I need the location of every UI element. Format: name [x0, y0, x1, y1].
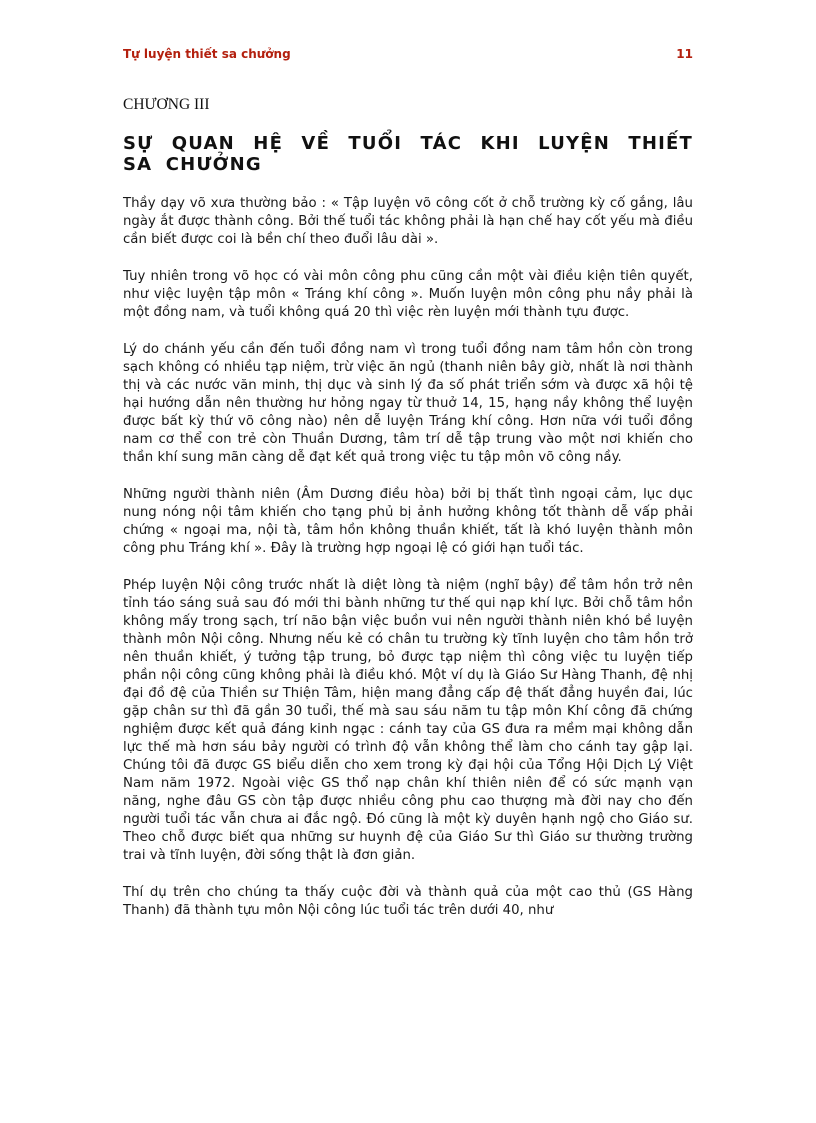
paragraph-1: Thầy dạy võ xưa thường bảo : « Tập luyện võ công cốt ở chỗ trường kỳ cố gắng, lâu ngày ắt được thành công. Bởi thế tuổi tác không phải là hạn chế hay cốt yếu mà điều cần biết được coi là bền chí theo đuổi lâu dài ». — [123, 196, 693, 247]
paragraph-4: Những người thành niên (Âm Dương điều hòa) bởi bị thất tình ngoại cảm, lục dục nung nóng nội tâm khiến cho tạng phủ bị ảnh hưởng không tốt thành dễ vấp phải chứng « ngoại ma, nội tà, tâm hồn không thuần khiết, tất là khó luyện thành môn công phu Tráng khí ». Đây là trường hợp ngoại lệ có giới hạn tuổi tác. — [123, 487, 693, 556]
header-title: Tự luyện thiết sa chưởng — [123, 47, 291, 61]
paragraph-2: Tuy nhiên trong võ học có vài môn công phu cũng cần một vài điều kiện tiên quyết, như việc luyện tập môn « Tráng khí công ». Muốn luyện môn công phu nầy phải là một đồng nam, và tuổi không quá 20 thì việc rèn luyện mới thành tựu được. — [123, 269, 693, 320]
paragraph-5: Phép luyện Nội công trước nhất là diệt lòng tà niệm (nghĩ bậy) để tâm hồn trở nên tỉnh táo sáng suả sau đó mới thi bành những tư thế qui nạp khí lực. Bởi chỗ tâm hồn không mấy trong sạch, trí não bận việc buồn vui nên người thành niên khó bề luyện thành môn Nội công. Nhưng nếu kẻ có chân tu trường kỳ tĩnh luyện cho tâm hồn trở nên thuần khiết, ý tưởng tập trung, bỏ được tạp niệm thì công việc tu luyện tiếp phần nội công cũng không phải là điều khó. Một ví dụ là Giáo Sư Hàng Thanh, đệ nhị đại đồ đệ của Thiền sư Thiện Tâm, hiện mang đẳng cấp đệ thất đẳng huyền đai, lúc gặp chân sư thì đã gần 30 tuổi, thế mà sau sáu năm tu tập môn Khí công đã chứng nghiệm được kết quả đáng kinh ngạc : cánh tay của GS đưa ra mềm mại không dẫn lực thế mà hơn sáu bảy người có trình độ vẫn không thể làm cho cánh tay gập lại. Chúng tôi đã được GS biểu diễn cho xem trong kỳ đại hội của Tổng Hội Dịch Lý Việt Nam năm 1972. Ngoài việc GS thổ nạp chân khí thiên niên để có sức mạnh vạn năng, nghe đâu GS còn tập được nhiều công phu cao thượng mà đời nay cho đến người tuổi tác vẫn chưa ai đắc ngộ. Đó cũng là một kỳ duyên hạnh ngộ cho Giáo sư. Theo chỗ được biết qua những sư huynh đệ của Giáo Sư thì Giáo sư thường trường trai và tĩnh luyện, đời sống thật là đơn giản. — [123, 578, 693, 863]
paragraph-6: Thí dụ trên cho chúng ta thấy cuộc đời và thành quả của một cao thủ (GS Hàng Thanh) đã thành tựu môn Nội công lúc tuổi tác trên dưới 40, như — [123, 885, 693, 918]
page-number: 11 — [676, 47, 693, 61]
body-text — [123, 195, 693, 939]
chapter-heading: SỰ QUAN HỆ VỀ TUỔI TÁC KHI LUYỆN THIẾT SA CHƯỞNG — [123, 133, 693, 175]
paragraph-3: Lý do chánh yếu cần đến tuổi đồng nam vì trong tuổi đồng nam tâm hồn còn trong sạch không có nhiều tạp niệm, trừ việc ăn ngủ (thanh niên bây giờ, nhất là nơi thành thị và các nước văn minh, thị dục và sinh lý đa số phát triển sớm và được xã hội tệ hại hướng dẫn nên thường hư hỏng ngay từ thuở 14, 15, hạng nầy không thể luyện được bất kỳ thứ võ công nào) nên dễ luyện Tráng khí công. Hơn nữa với tuổi đồng nam cơ thể con trẻ còn Thuần Dương, tâm trí dễ tập trung vào một nơi khiến cho thần khí sung mãn càng dễ đạt kết quả trong việc tu tập môn võ công nầy. — [123, 342, 693, 465]
running-header — [123, 47, 693, 65]
chapter-label: CHƯƠNG III — [123, 96, 210, 113]
